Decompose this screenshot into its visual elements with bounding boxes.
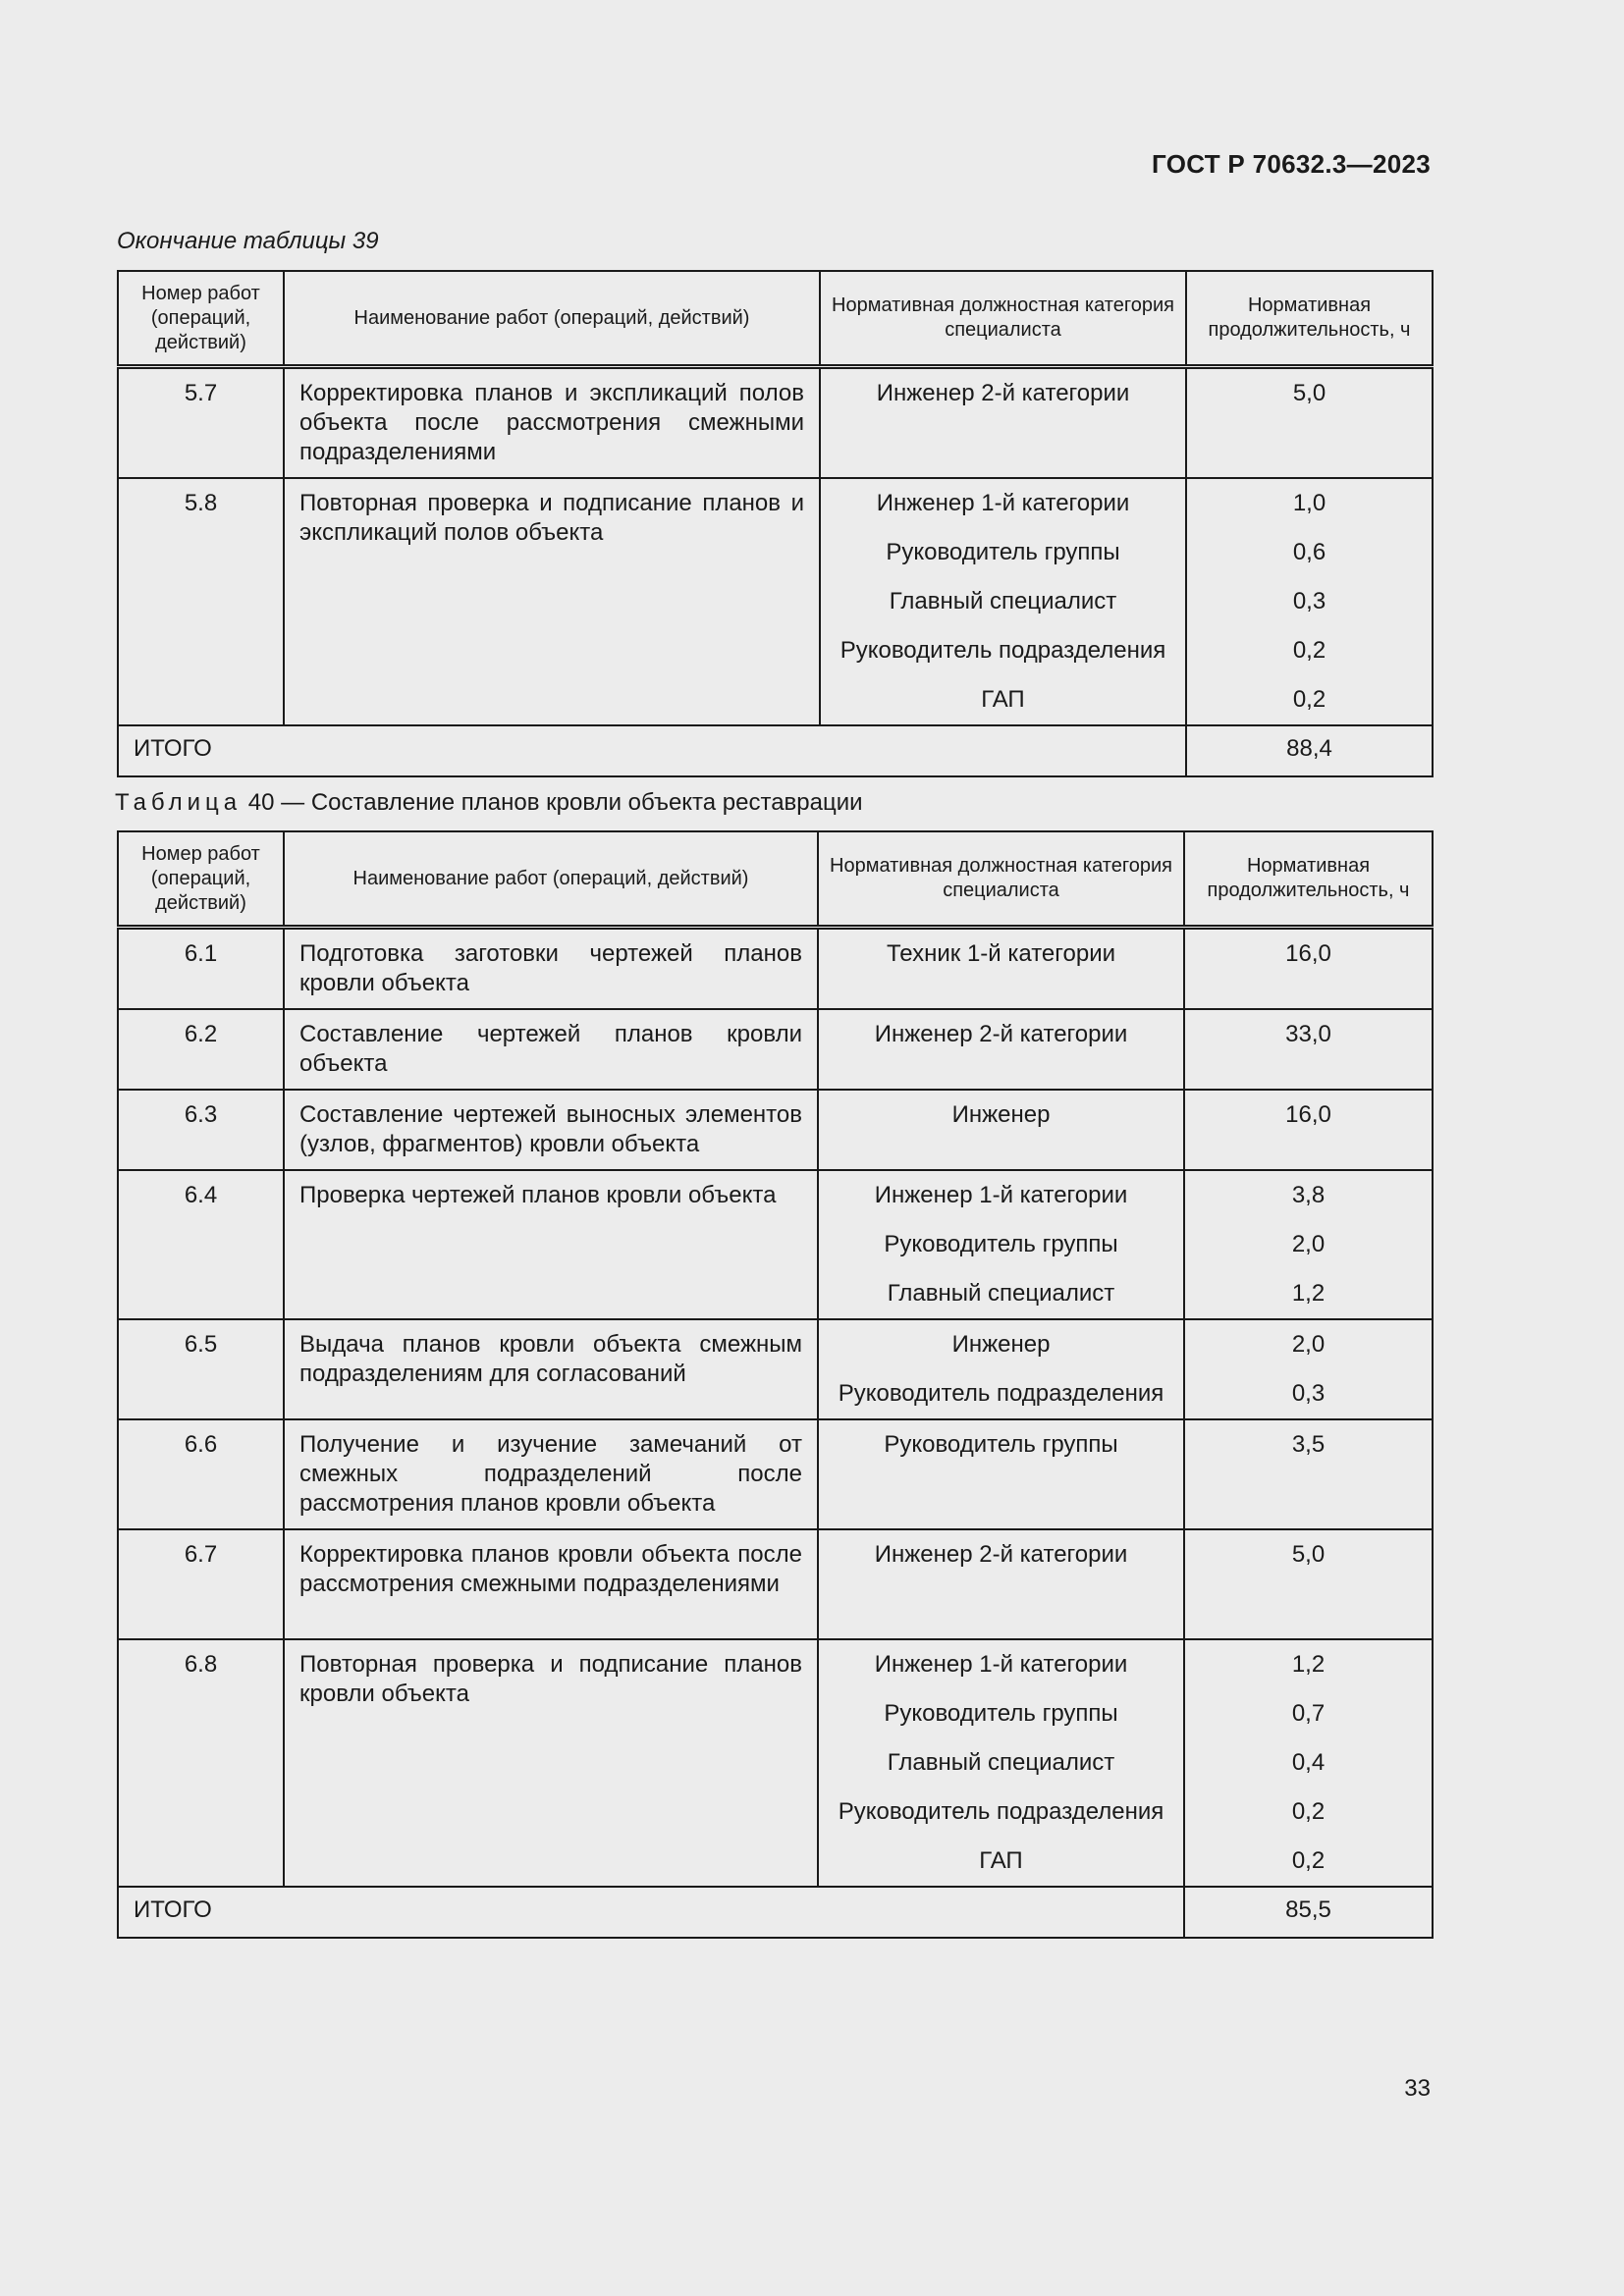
duration-value: 1,0	[1292, 490, 1326, 516]
header-num: Номер работ (операций, действий)	[118, 271, 284, 367]
row-work-name: Проверка чертежей планов кровли объекта	[284, 1170, 818, 1319]
table39-header-row	[118, 271, 1433, 367]
specialist-category: Руководитель подразделения	[838, 1798, 1164, 1825]
specialist-category: Инженер 2-й категории	[874, 1541, 1128, 1568]
duration-value: 33,0	[1285, 1021, 1331, 1047]
row-number: 6.7	[118, 1529, 284, 1639]
table40-header-row	[118, 831, 1433, 928]
table40-caption	[115, 789, 863, 817]
table40-caption-prefix: Таблица	[115, 789, 243, 816]
row-number: 6.5	[118, 1319, 284, 1419]
row-work-name: Повторная проверка и подписание планов кровли объекта	[284, 1639, 818, 1887]
table-40	[117, 830, 1434, 1939]
row-categories	[820, 478, 1186, 725]
specialist-category: Руководитель подразделения	[838, 1380, 1164, 1407]
row-number: 6.4	[118, 1170, 284, 1319]
specialist-category: Руководитель группы	[886, 539, 1120, 565]
duration-value: 5,0	[1291, 1541, 1326, 1568]
header-name: Наименование работ (операций, действий)	[284, 831, 818, 928]
duration-value: 0,4	[1291, 1749, 1326, 1776]
specialist-category: Главный специалист	[889, 588, 1117, 614]
row-durations	[1184, 1639, 1433, 1887]
table-row	[118, 1009, 1433, 1090]
specialist-category: Инженер 1-й категории	[874, 1651, 1128, 1678]
duration-value: 3,8	[1291, 1182, 1326, 1208]
row-durations	[1186, 478, 1433, 725]
duration-value: 0,3	[1291, 1380, 1326, 1407]
duration-value: 2,0	[1291, 1331, 1326, 1358]
row-work-name: Выдача планов кровли объекта смежным подразделениям для согласований	[284, 1319, 818, 1419]
duration-value: 0,2	[1292, 686, 1326, 713]
specialist-category: Инженер	[951, 1101, 1051, 1128]
header-name: Наименование работ (операций, действий)	[284, 271, 820, 367]
row-categories	[818, 928, 1184, 1010]
duration-value: 0,2	[1291, 1847, 1326, 1874]
row-categories	[818, 1009, 1184, 1090]
specialist-category: Руководитель группы	[884, 1700, 1118, 1727]
total-label: ИТОГО	[118, 725, 1186, 776]
row-work-name: Повторная проверка и подписание планов и экспликаций полов объекта	[284, 478, 820, 725]
duration-value: 16,0	[1285, 940, 1331, 967]
row-durations	[1184, 1319, 1433, 1419]
specialist-category: Руководитель подразделения	[839, 637, 1166, 664]
row-number: 5.8	[118, 478, 284, 725]
row-work-name: Составление чертежей планов кровли объекта	[284, 1009, 818, 1090]
table-row	[118, 478, 1433, 725]
specialist-category: Инженер 2-й категории	[876, 380, 1130, 406]
duration-value: 1,2	[1291, 1651, 1326, 1678]
duration-value: 2,0	[1291, 1231, 1326, 1257]
header-duration: Нормативная продолжительность, ч	[1184, 831, 1433, 928]
total-value: 88,4	[1186, 725, 1433, 776]
table-row	[118, 1090, 1433, 1170]
row-durations	[1184, 1529, 1433, 1639]
row-number: 6.3	[118, 1090, 284, 1170]
specialist-category: Руководитель группы	[884, 1231, 1118, 1257]
row-categories	[818, 1419, 1184, 1529]
table39-continuation-caption: Окончание таблицы 39	[117, 228, 379, 254]
table-row	[118, 1419, 1433, 1529]
row-number: 6.1	[118, 928, 284, 1010]
duration-value: 16,0	[1285, 1101, 1331, 1128]
row-number: 6.6	[118, 1419, 284, 1529]
header-duration: Нормативная продолжительность, ч	[1186, 271, 1433, 367]
duration-value: 0,6	[1292, 539, 1326, 565]
row-categories	[818, 1529, 1184, 1639]
row-categories	[818, 1090, 1184, 1170]
row-work-name: Корректировка планов кровли объекта после рассмотрения смежными подразделениями	[284, 1529, 818, 1639]
header-num: Номер работ (операций, действий)	[118, 831, 284, 928]
row-durations	[1184, 1170, 1433, 1319]
row-durations	[1184, 1419, 1433, 1529]
table-39	[117, 270, 1434, 777]
specialist-category: Инженер 1-й категории	[874, 1182, 1128, 1208]
total-row	[118, 1887, 1433, 1938]
row-work-name: Получение и изучение замечаний от смежных подразделений после рассмотрения планов кровли объекта	[284, 1419, 818, 1529]
row-work-name: Составление чертежей выносных элементов (узлов, фрагментов) кровли объекта	[284, 1090, 818, 1170]
specialist-category: ГАП	[979, 1847, 1023, 1874]
header-category: Нормативная должностная категория специалиста	[818, 831, 1184, 928]
specialist-category: ГАП	[981, 686, 1025, 713]
table-row	[118, 1319, 1433, 1419]
table40-caption-title: — Составление планов кровли объекта реставрации	[281, 789, 863, 816]
total-row	[118, 725, 1433, 776]
row-work-name: Корректировка планов и экспликаций полов объекта после рассмотрения смежными подразделениями	[284, 367, 820, 479]
row-categories	[820, 367, 1186, 479]
duration-value: 5,0	[1292, 380, 1326, 406]
row-categories	[818, 1170, 1184, 1319]
row-durations	[1184, 1090, 1433, 1170]
table-row	[118, 1639, 1433, 1887]
row-number: 6.8	[118, 1639, 284, 1887]
row-durations	[1184, 1009, 1433, 1090]
specialist-category: Главный специалист	[887, 1280, 1115, 1307]
specialist-category: Техник 1-й категории	[886, 940, 1116, 967]
total-label: ИТОГО	[118, 1887, 1184, 1938]
duration-value: 0,2	[1291, 1798, 1326, 1825]
document-code: ГОСТ Р 70632.3—2023	[1152, 149, 1431, 179]
specialist-category: Руководитель группы	[884, 1431, 1118, 1458]
row-durations	[1186, 367, 1433, 479]
row-work-name: Подготовка заготовки чертежей планов кровли объекта	[284, 928, 818, 1010]
duration-value: 0,2	[1292, 637, 1326, 664]
row-durations	[1184, 928, 1433, 1010]
specialist-category: Инженер 1-й категории	[876, 490, 1130, 516]
row-categories	[818, 1319, 1184, 1419]
row-number: 5.7	[118, 367, 284, 479]
total-value: 85,5	[1184, 1887, 1433, 1938]
table-row	[118, 1529, 1433, 1639]
duration-value: 0,7	[1291, 1700, 1326, 1727]
table40-caption-number: 40	[247, 789, 275, 816]
page-number: 33	[1404, 2075, 1431, 2102]
row-categories	[818, 1639, 1184, 1887]
duration-value: 0,3	[1292, 588, 1326, 614]
row-number: 6.2	[118, 1009, 284, 1090]
specialist-category: Инженер	[951, 1331, 1051, 1358]
table-row	[118, 928, 1433, 1010]
duration-value: 3,5	[1291, 1431, 1326, 1458]
specialist-category: Инженер 2-й категории	[874, 1021, 1128, 1047]
specialist-category: Главный специалист	[887, 1749, 1115, 1776]
header-category: Нормативная должностная категория специалиста	[820, 271, 1186, 367]
table-row	[118, 367, 1433, 479]
duration-value: 1,2	[1291, 1280, 1326, 1307]
table-row	[118, 1170, 1433, 1319]
